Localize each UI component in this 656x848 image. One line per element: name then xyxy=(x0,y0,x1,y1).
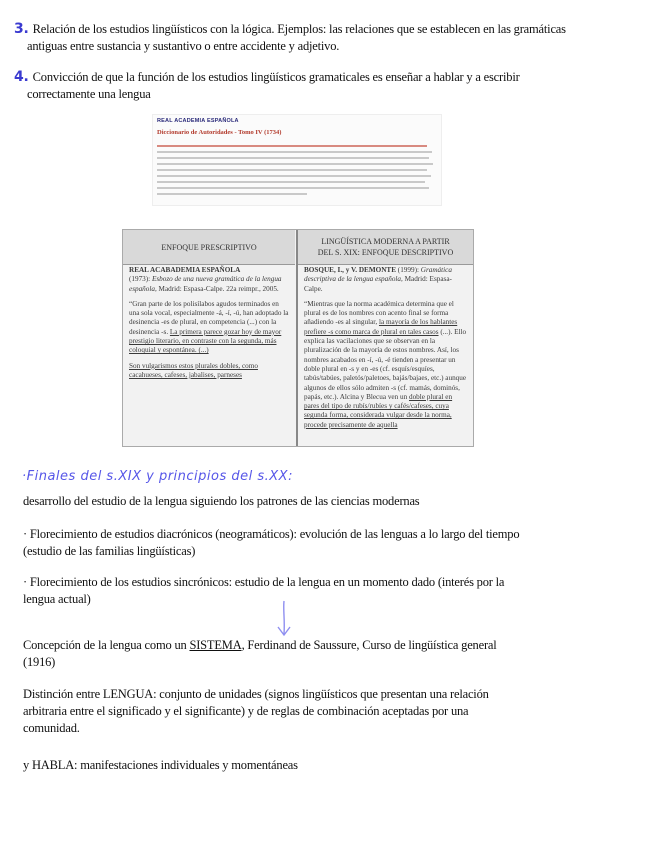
item-4-number: 4. xyxy=(14,69,29,85)
rae-entry-text xyxy=(157,145,435,201)
item-4-text-line1: Convicción de que la función de los estudios lingüísticos gramaticales es enseñar a hablar y a escribir xyxy=(32,70,520,84)
left-quote: “Gran parte de los polisílabos agudos terminados en una sola vocal, especialmente -á, -í, -ú, han adoptado la desinencia -es de plural, en competencia (...) con la desinencia -s. xyxy=(129,299,289,336)
left-quote-underlined: La primera parece gozar hoy de mayor prestigio literario, en contraste con la segunda, más coloquial y espontánea. (...) xyxy=(129,327,282,355)
paragraph-habla: y HABLA: manifestaciones individuales y momentáneas xyxy=(23,758,298,772)
header-right-label-2: DEL S. XIX: ENFOQUE DESCRIPTIVO xyxy=(317,248,454,257)
header-left-label: ENFOQUE PRESCRIPTIVO xyxy=(161,242,257,252)
item-3-text-line1: Relación de los estudios lingüísticos con la lógica. Ejemplos: las relaciones que se establecen en las gramáticas xyxy=(32,22,566,36)
item-3-number: 3. xyxy=(14,21,29,37)
table-cell-prescriptive xyxy=(129,266,291,386)
p3-line1: · Florecimiento de los estudios sincrónicos: estudio de la lengua en un momento dado (interés por la xyxy=(23,575,505,589)
left-ref-author: REAL ACABADEMIA ESPAÑOLA xyxy=(129,266,241,274)
p4-line2: (1916) xyxy=(23,655,56,669)
right-quote-2: (...). Ello explica las vacilaciones que se observan en la pluralización de la mayoría de estos nombres. Así, los nombres acabados en -í, -ú, -é tienden a presentar un doble plural en -s y en -es (cf. esquís/esquíes, tabús/tabúes, paletós/paletoes, bajás/bajaes, etc.) aunque algunos de ellos sólo admiten -s (cf. mamás, dominós, papás, etc.). Alcina y Blecua ven un xyxy=(304,327,467,401)
right-ref-pub: Madrid: Espasa-Calpe. xyxy=(304,275,452,293)
p5-line2: arbitraria entre el significado y el significante) y de reglas de combinación aceptadas por una xyxy=(23,704,469,718)
sistema-keyword: SISTEMA xyxy=(189,638,242,652)
p2-line2: (estudio de las familias lingüísticas) xyxy=(23,544,196,558)
rae-subtitle: Diccionario de Autoridades - Tomo IV (1734) xyxy=(157,129,282,136)
p4-before: Concepción de la lengua como un xyxy=(23,638,190,652)
right-ref-author: BOSQUE, I., y V. DEMONTE xyxy=(304,266,396,274)
header-right-label-1: LINGÜÍSTICA MODERNA A PARTIR xyxy=(321,237,450,246)
left-last-line: Son vulgarismos estos plurales dobles, como cacahueses, cafeses, jabalises, parneses xyxy=(129,361,258,379)
comparison-table xyxy=(122,229,474,447)
handwritten-arrow-icon xyxy=(276,600,292,638)
paragraph-lengua xyxy=(23,686,643,737)
item-3 xyxy=(14,21,644,55)
handwritten-heading: ·Finales del s.XIX y principios del s.XX: xyxy=(22,469,293,484)
item-3-text-line2: antiguas entre sustancia y sustantivo o entre accidente y adjetivo. xyxy=(27,39,340,53)
paragraph-diachronic xyxy=(23,526,643,560)
right-quote: “Mientras que la norma académica determina que el plural es de los nombres con acento final se forma añadiendo -es al singular, xyxy=(304,299,454,327)
right-quote-underlined-2: doble plural en pares del tipo de rubís/rubíes y cafés/cafeses, cuya segunda forma, considerada vulgar desde la norma, procede precisamente de aquella xyxy=(304,392,453,429)
paragraph-synchronic xyxy=(23,574,643,608)
p2-line1: · Florecimiento de estudios diacrónicos (neogramáticos): evolución de las lenguas a lo largo del tiempo xyxy=(23,527,520,541)
paragraph-modern-sciences: desarrollo del estudio de la lengua siguiendo los patrones de las ciencias modernas xyxy=(23,494,420,508)
right-quote-underlined-1: la mayoría de los hablantes prefiere -s como marca de plural en tales casos xyxy=(304,318,458,336)
item-4-text-line2: correctamente una lengua xyxy=(27,87,151,101)
p3-line2: lengua actual) xyxy=(23,592,91,606)
table-header-left xyxy=(123,230,295,265)
left-ref-pub: Madrid: Espasa-Calpe. 22a reimpr., 2005. xyxy=(158,284,279,293)
p4-after: , Ferdinand de Saussure, Curso de lingüística general xyxy=(241,638,497,652)
item-4 xyxy=(14,69,644,103)
p5-line3: comunidad. xyxy=(23,721,80,735)
left-ref-title: Esbozo de una nueva gramática de la lengua española, xyxy=(129,275,282,293)
table-cell-descriptive xyxy=(304,266,468,436)
left-ref-year: (1973): xyxy=(129,275,151,284)
right-ref-year: (1999): xyxy=(397,266,419,274)
rae-dictionary-image xyxy=(152,114,442,206)
paragraph-saussure xyxy=(23,637,643,671)
right-ref-title: Gramática descriptiva de la lengua española, xyxy=(304,266,452,284)
table-header-right xyxy=(298,230,473,265)
rae-title: REAL ACADEMIA ESPAÑOLA xyxy=(157,118,239,124)
p5-line1: Distinción entre LENGUA: conjunto de unidades (signos lingüísticos que presentan una relación xyxy=(23,687,489,701)
